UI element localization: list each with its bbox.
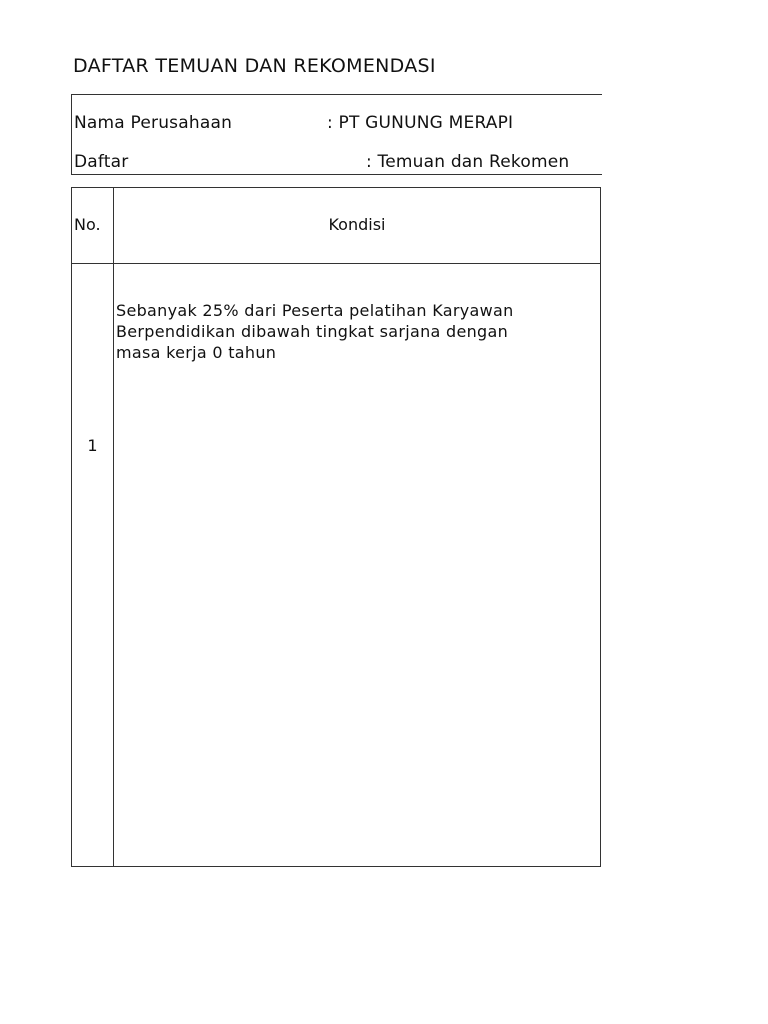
findings-table <box>71 187 601 867</box>
company-row <box>74 113 514 133</box>
header-divider <box>72 263 600 264</box>
list-row <box>74 152 570 172</box>
company-label: Nama Perusahaan <box>74 113 233 133</box>
header-no: No. <box>74 215 101 234</box>
company-info-box <box>71 94 602 175</box>
list-value: : Temuan dan Rekomen <box>366 152 570 172</box>
row-number: 1 <box>87 436 98 455</box>
list-label: Daftar <box>74 152 129 172</box>
row-kondisi: Sebanyak 25% dari Peserta pelatihan Karyawan Berpendidikan dibawah tingkat sarjana dengan masa kerja 0 tahun <box>116 301 514 362</box>
header-kondisi: Kondisi <box>328 215 386 234</box>
page-title: DAFTAR TEMUAN DAN REKOMENDASI <box>73 55 436 77</box>
column-divider <box>113 188 114 866</box>
company-value: : PT GUNUNG MERAPI <box>327 113 514 133</box>
